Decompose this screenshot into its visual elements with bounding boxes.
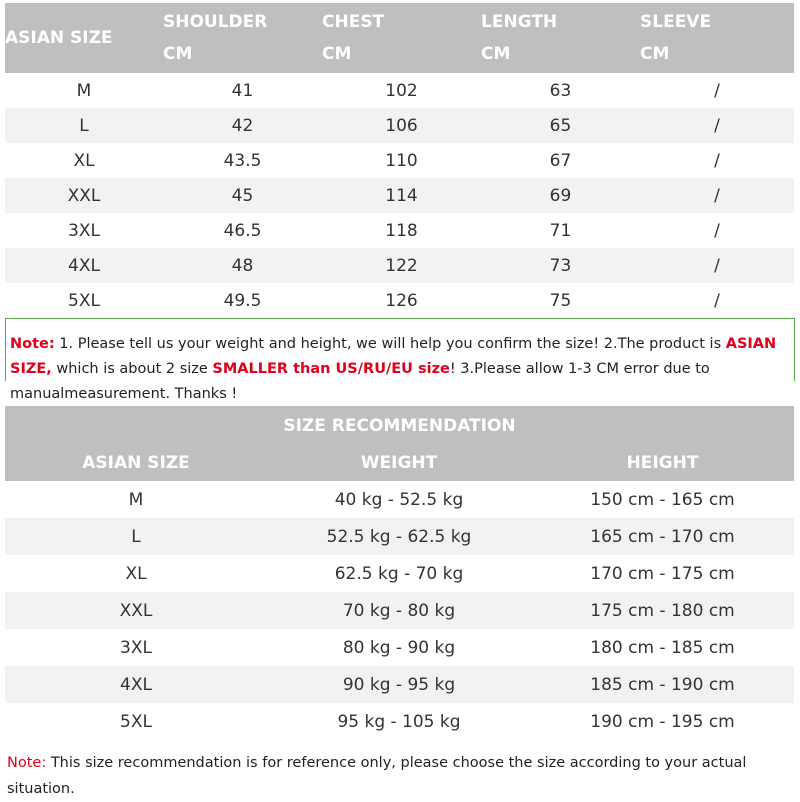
table-cell: 150 cm - 165 cm [590, 489, 735, 510]
table-cell: 75 [549, 290, 572, 311]
table-cell: 102 [385, 80, 418, 101]
recommendation-title: SIZE RECOMMENDATION [283, 416, 516, 436]
table-cell: / [714, 290, 720, 311]
table-cell: XXL [67, 185, 101, 206]
table-cell: 5XL [120, 711, 152, 732]
table-row [5, 629, 794, 666]
table-row [5, 213, 794, 248]
table-cell: 73 [549, 255, 572, 276]
table-cell: 71 [549, 220, 572, 241]
size-recommendation-table [5, 406, 794, 740]
size-chart-body [5, 73, 794, 318]
table-cell: 62.5 kg - 70 kg [334, 563, 464, 584]
table-row [5, 73, 794, 108]
table-row [5, 178, 794, 213]
recommendation-header [5, 406, 794, 481]
table-cell: 41 [231, 80, 254, 101]
table-cell: 52.5 kg - 62.5 kg [326, 526, 472, 547]
table-cell: 180 cm - 185 cm [590, 637, 735, 658]
size-chart-header [5, 3, 794, 73]
note-label: Note: [10, 336, 55, 352]
table-cell: 3XL [120, 637, 152, 658]
table-cell: 170 cm - 175 cm [590, 563, 735, 584]
table-row [5, 518, 794, 555]
table-cell: 185 cm - 190 cm [590, 674, 735, 695]
table-cell: 126 [385, 290, 418, 311]
table-cell: 4XL [120, 674, 152, 695]
table-cell: 43.5 [223, 150, 262, 171]
table-cell: XL [73, 150, 95, 171]
table-cell: 48 [231, 255, 254, 276]
table-row [5, 248, 794, 283]
table-cell: 69 [549, 185, 572, 206]
table-cell: M [128, 489, 144, 510]
table-cell: / [714, 80, 720, 101]
table-cell: 42 [231, 115, 254, 136]
table-cell: 45 [231, 185, 254, 206]
table-row [5, 108, 794, 143]
table-cell: / [714, 220, 720, 241]
table-cell: / [714, 185, 720, 206]
table-cell: 114 [385, 185, 418, 206]
header-length: LENGTH CM [481, 12, 558, 64]
recommendation-body [5, 481, 794, 740]
size-chart-table [5, 3, 794, 318]
table-cell: 122 [385, 255, 418, 276]
table-row [5, 283, 794, 318]
table-cell: 190 cm - 195 cm [590, 711, 735, 732]
table-cell: 3XL [68, 220, 100, 241]
table-cell: M [76, 80, 92, 101]
table-cell: XL [125, 563, 147, 584]
table-cell: 63 [549, 80, 572, 101]
table-cell: 46.5 [223, 220, 262, 241]
table-cell: 67 [549, 150, 572, 171]
note-label: Note: [7, 755, 47, 771]
header-height: HEIGHT [626, 452, 699, 473]
table-cell: 106 [385, 115, 418, 136]
table-cell: 95 kg - 105 kg [337, 711, 461, 732]
header-weight: WEIGHT [360, 452, 438, 473]
table-row [5, 143, 794, 178]
header-sleeve: SLEEVE CM [640, 12, 712, 64]
table-cell: 118 [385, 220, 418, 241]
table-cell: 90 kg - 95 kg [342, 674, 456, 695]
table-cell: 5XL [68, 290, 100, 311]
table-cell: 65 [549, 115, 572, 136]
size-note-box [5, 318, 795, 402]
table-cell: 4XL [68, 255, 100, 276]
table-cell: 49.5 [223, 290, 262, 311]
table-row [5, 703, 794, 740]
table-cell: 175 cm - 180 cm [590, 600, 735, 621]
header-asian-size: ASIAN SIZE [5, 28, 113, 48]
recommendation-note: Note: This size recommendation is for reference only, please choose the size according to your actual situation. [7, 755, 747, 797]
table-cell: / [714, 255, 720, 276]
table-row [5, 592, 794, 629]
table-cell: L [79, 115, 89, 136]
table-cell: L [131, 526, 141, 547]
table-cell: 110 [385, 150, 418, 171]
table-cell: / [714, 115, 720, 136]
table-cell: 165 cm - 170 cm [590, 526, 735, 547]
table-cell: 40 kg - 52.5 kg [334, 489, 464, 510]
size-note-text: Note: 1. Please tell us your weight and height, we will help you confirm the size! 2.The product is ASIAN SIZE, which is about 2 size SMALLER than US/RU/EU size! 3.Please allow 1-3 CM error due to manualmeasurement. Thanks ! [10, 336, 777, 402]
table-cell: / [714, 150, 720, 171]
table-row [5, 666, 794, 703]
table-row [5, 555, 794, 592]
table-cell: 80 kg - 90 kg [342, 637, 456, 658]
table-cell: XXL [119, 600, 153, 621]
header-asian-size: ASIAN SIZE [82, 452, 190, 473]
table-cell: 70 kg - 80 kg [342, 600, 456, 621]
header-chest: CHEST CM [322, 12, 385, 64]
header-shoulder: SHOULDER CM [163, 12, 268, 64]
table-row [5, 481, 794, 518]
